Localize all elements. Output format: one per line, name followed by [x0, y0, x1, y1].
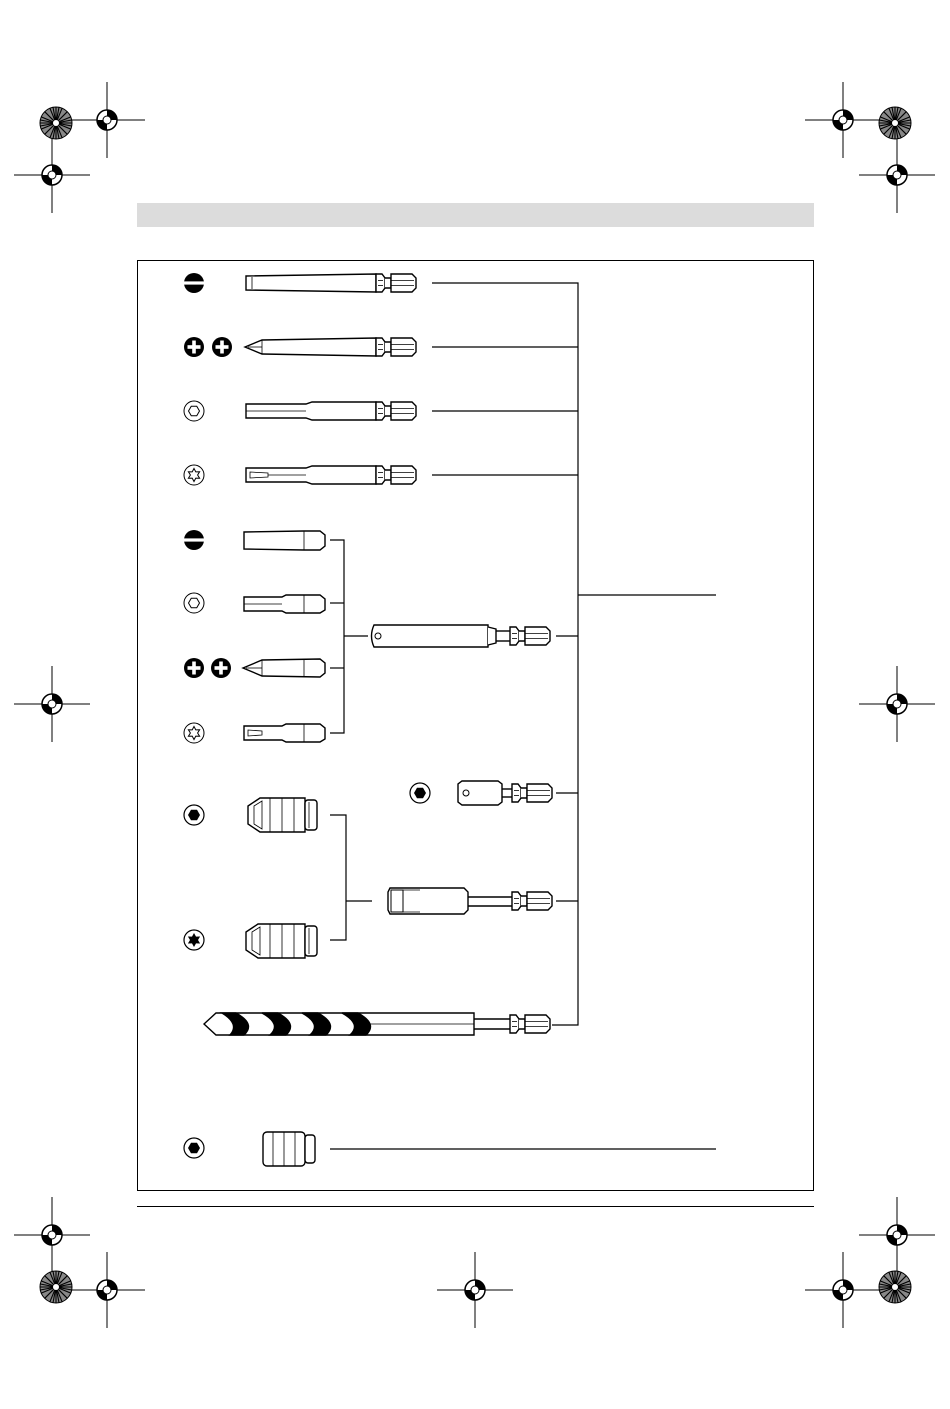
- slotted-screw-icon: [184, 273, 204, 293]
- nut-socket: [263, 1132, 315, 1166]
- crosshair-target-icon: [859, 1197, 935, 1273]
- registration-starburst-icon: [879, 1271, 911, 1303]
- long-slotted-bit: [246, 274, 424, 292]
- phillips-screw-icon: [211, 658, 231, 678]
- crosshair-target-icon: [805, 1252, 881, 1328]
- socket-adapter: [388, 888, 552, 914]
- phillips-screw-icon: [184, 658, 204, 678]
- hex-nut-icon: [410, 783, 430, 803]
- short-slotted-bit: [244, 531, 325, 550]
- torx-nut-socket: [246, 924, 317, 958]
- registration-starburst-icon: [879, 107, 911, 139]
- crosshair-target-icon: [805, 82, 881, 158]
- registration-marks: [14, 82, 935, 1328]
- hex-nut-icon: [184, 1138, 204, 1158]
- torx-nut-icon: [184, 930, 204, 950]
- long-phillips-bit: [245, 338, 416, 356]
- crosshair-target-icon: [14, 137, 90, 213]
- torx-icon: [184, 723, 204, 743]
- long-hex-bit: [246, 402, 416, 420]
- universal-bit-holder: [372, 625, 551, 647]
- hex-nut-socket: [248, 798, 317, 832]
- short-torx-bit: [244, 724, 325, 742]
- torx-icon: [184, 465, 204, 485]
- crosshair-target-icon: [14, 666, 90, 742]
- crosshair-target-icon: [69, 82, 145, 158]
- phillips-screw-icon: [184, 337, 204, 357]
- crosshair-target-icon: [859, 137, 935, 213]
- short-bits: [243, 531, 325, 742]
- registration-starburst-icon: [40, 1271, 72, 1303]
- crosshair-target-icon: [437, 1252, 513, 1328]
- crosshair-target-icon: [14, 1197, 90, 1273]
- hex-socket-icon: [184, 401, 204, 421]
- twist-drill-bit: [204, 1013, 550, 1035]
- crosshair-target-icon: [859, 666, 935, 742]
- slotted-screw-icon: [184, 530, 204, 550]
- crosshair-target-icon: [69, 1252, 145, 1328]
- registration-starburst-icon: [40, 107, 72, 139]
- hex-socket-icon: [184, 593, 204, 613]
- phillips-screw-icon: [212, 337, 232, 357]
- nut-setter: [458, 781, 552, 805]
- short-phillips-bit: [243, 659, 325, 677]
- short-hex-bit: [244, 595, 325, 613]
- hex-nut-icon: [184, 805, 204, 825]
- long-torx-bit: [246, 466, 416, 484]
- long-bits: [245, 274, 424, 484]
